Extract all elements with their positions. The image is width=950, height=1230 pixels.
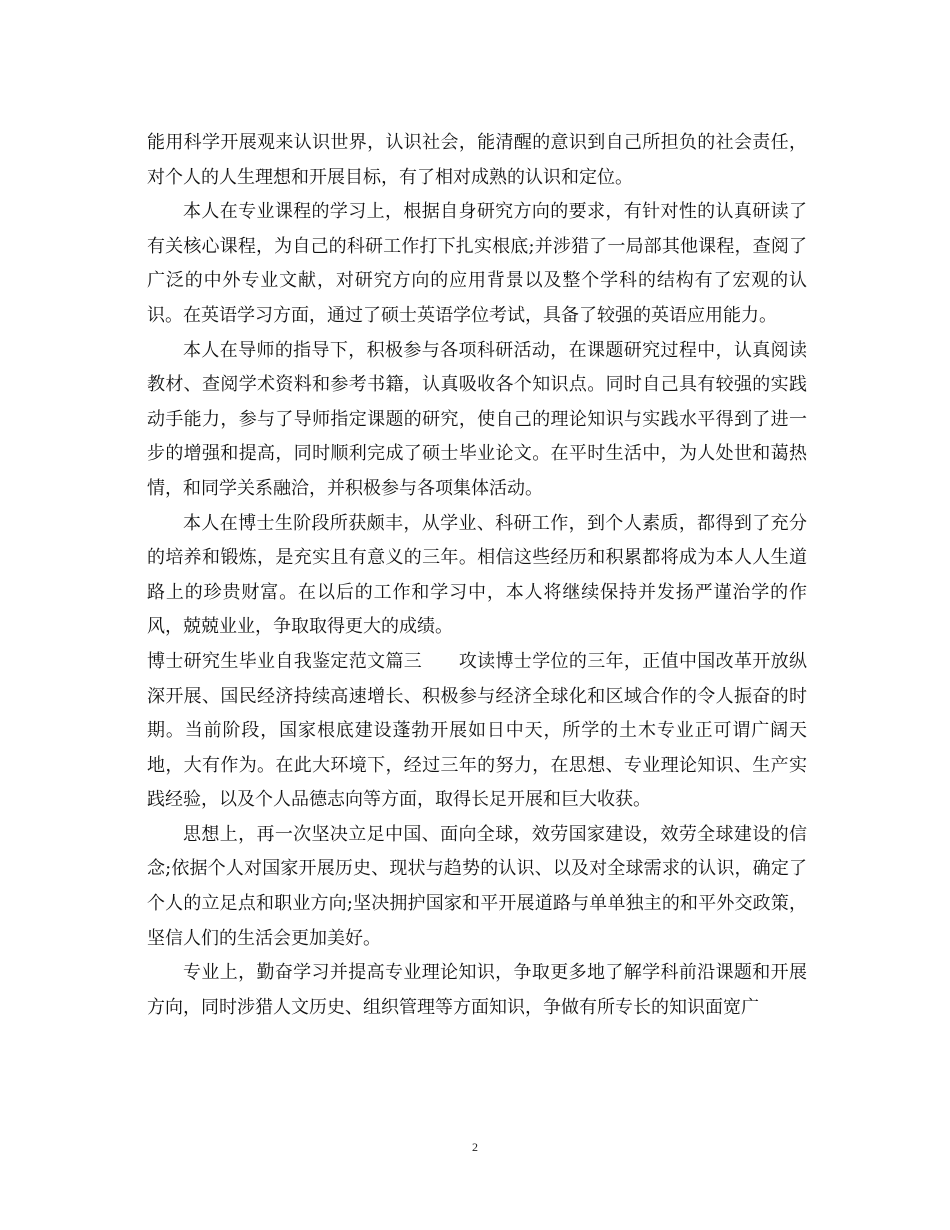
paragraph: 专业上，勤奋学习并提高专业理论知识，争取更多地了解学科前沿课题和开展方向，同时涉猎人文历史、组织管理等方面知识，争做有所专长的知识面宽广 xyxy=(147,962,807,1018)
paragraph: 本人在导师的指导下，积极参与各项科研活动，在课题研究过程中，认真阅读教材、查阅学术资料和参考书籍，认真吸收各个知识点。同时自己具有较强的实践动手能力，参与了导师指定课题的研究，使自己的理论知识与实践水平得到了进一步的增强和提高，同时顺利完成了硕士毕业论文。在平时生活中，为人处世和蔼热情，和同学关系融洽，并积极参与各项集体活动。 xyxy=(147,339,807,499)
paragraph-section-heading: 博士研究生毕业自我鉴定范文篇三 攻读博士学位的三年，正值中国改革开放纵深开展、国民经济持续高速增长、积极参与经济全球化和区域合作的令人振奋的时期。当前阶段，国家根底建设蓬勃开展如日中天，所学的土木专业正可谓广阔天地，大有作为。在此大环境下，经过三年的努力，在思想、专业理论知识、生产实践经验，以及个人品德志向等方面，取得长足开展和巨大收获。 xyxy=(147,650,807,811)
paragraph: 本人在博士生阶段所获颇丰，从学业、科研工作，到个人素质，都得到了充分的培养和锻炼，是充实且有意义的三年。相信这些经历和积累都将成为本人人生道路上的珍贵财富。在以后的工作和学习中，本人将继续保持并发扬严谨治学的作风，兢兢业业，争取取得更大的成绩。 xyxy=(147,512,807,638)
page-number: 2 xyxy=(472,1140,478,1154)
body-text xyxy=(147,126,807,1025)
paragraph: 思想上，再一次坚决立足中国、面向全球，效劳国家建设，效劳全球建设的信念;依据个人对国家开展历史、现状与趋势的认识、以及对全球需求的认识，确定了个人的立足点和职业方向;坚决拥护国家和平开展道路与单单独主的和平外交政策，坚信人们的生活会更加美好。 xyxy=(147,823,807,949)
paragraph: 能用科学开展观来认识世界，认识社会，能清醒的意识到自己所担负的社会责任，对个人的人生理想和开展目标，有了相对成熟的认识和定位。 xyxy=(147,132,807,188)
paragraph: 本人在专业课程的学习上，根据自身研究方向的要求，有针对性的认真研读了有关核心课程，为自己的科研工作打下扎实根底;并涉猎了一局部其他课程，查阅了广泛的中外专业文献，对研究方向的应用背景以及整个学科的结构有了宏观的认识。在英语学习方面，通过了硕士英语学位考试，具备了较强的英语应用能力。 xyxy=(147,201,807,326)
